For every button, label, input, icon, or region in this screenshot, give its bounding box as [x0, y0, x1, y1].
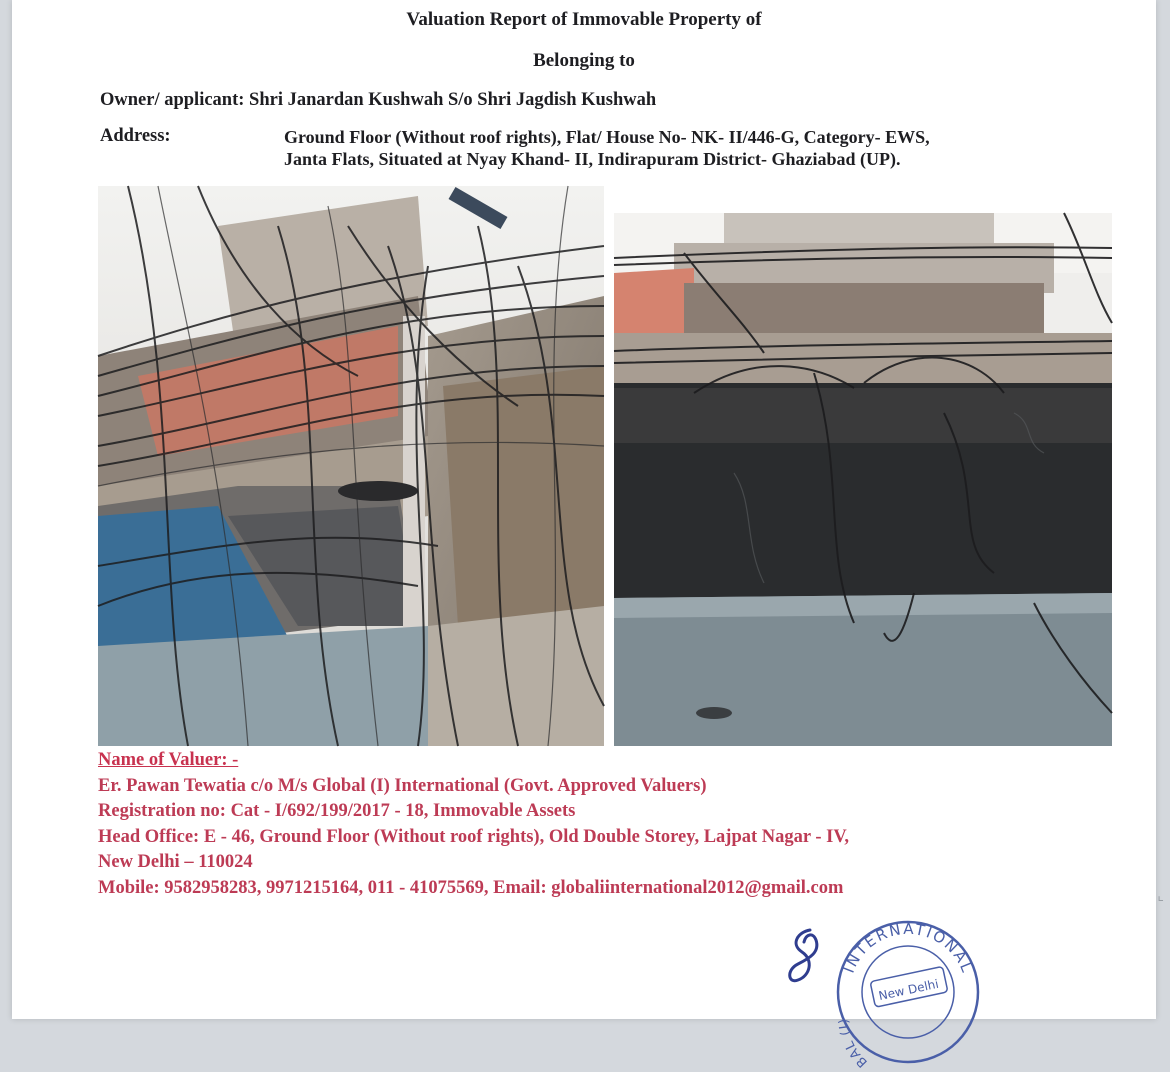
registration-line: Registration no: Cat - I/692/199/2017 - 18, Immovable Assets	[98, 801, 576, 821]
stamp-center-text: New Delhi	[877, 976, 940, 1004]
address-label: Address:	[100, 126, 171, 146]
svg-text:INTERNATIONAL	[840, 920, 977, 976]
company-seal-icon	[828, 912, 988, 1072]
stamp-top-text: INTERNATIONAL	[839, 919, 977, 977]
valuer-details	[98, 748, 849, 901]
signature-icon	[780, 922, 830, 992]
document-page	[12, 0, 1156, 1070]
photo-building-balcony	[614, 213, 1112, 746]
address-line-1: Ground Floor (Without roof rights), Flat/ House No- NK- II/446-G, Category- EWS,	[284, 127, 930, 147]
address-block	[284, 126, 930, 170]
report-subtitle: Belonging to	[533, 50, 635, 71]
report-title: Valuation Report of Immovable Property of	[406, 9, 762, 30]
owner-applicant-line: Owner/ applicant: Shri Janardan Kushwah S/o Shri Jagdish Kushwah	[100, 90, 657, 110]
head-office-line-2: New Delhi – 110024	[98, 852, 253, 872]
svg-text:BAL (I)	[837, 1017, 871, 1069]
contact-line[interactable]: Mobile: 9582958283, 9971215164, 011 - 41075569, Email: globaliinternational2012@gmail.com	[98, 877, 844, 898]
photo-building-front	[98, 186, 604, 746]
head-office-line-1: Head Office: E - 46, Ground Floor (Without roof rights), Old Double Storey, Lajpat Nagar - IV,	[98, 826, 849, 847]
address-line-2: Janta Flats, Situated at Nyay Khand- II, Indirapuram District- Ghaziabad (UP).	[284, 149, 901, 169]
page-edge-mark-icon: ⌞	[1157, 888, 1164, 904]
valuer-name-line: Er. Pawan Tewatia c/o M/s Global (I) International (Govt. Approved Valuers)	[98, 775, 707, 796]
valuer-heading: Name of Valuer: -	[98, 750, 239, 770]
stamp-left-text: BAL (I)	[836, 1017, 871, 1070]
building-balcony-image	[614, 213, 1112, 746]
building-front-image	[98, 186, 604, 746]
